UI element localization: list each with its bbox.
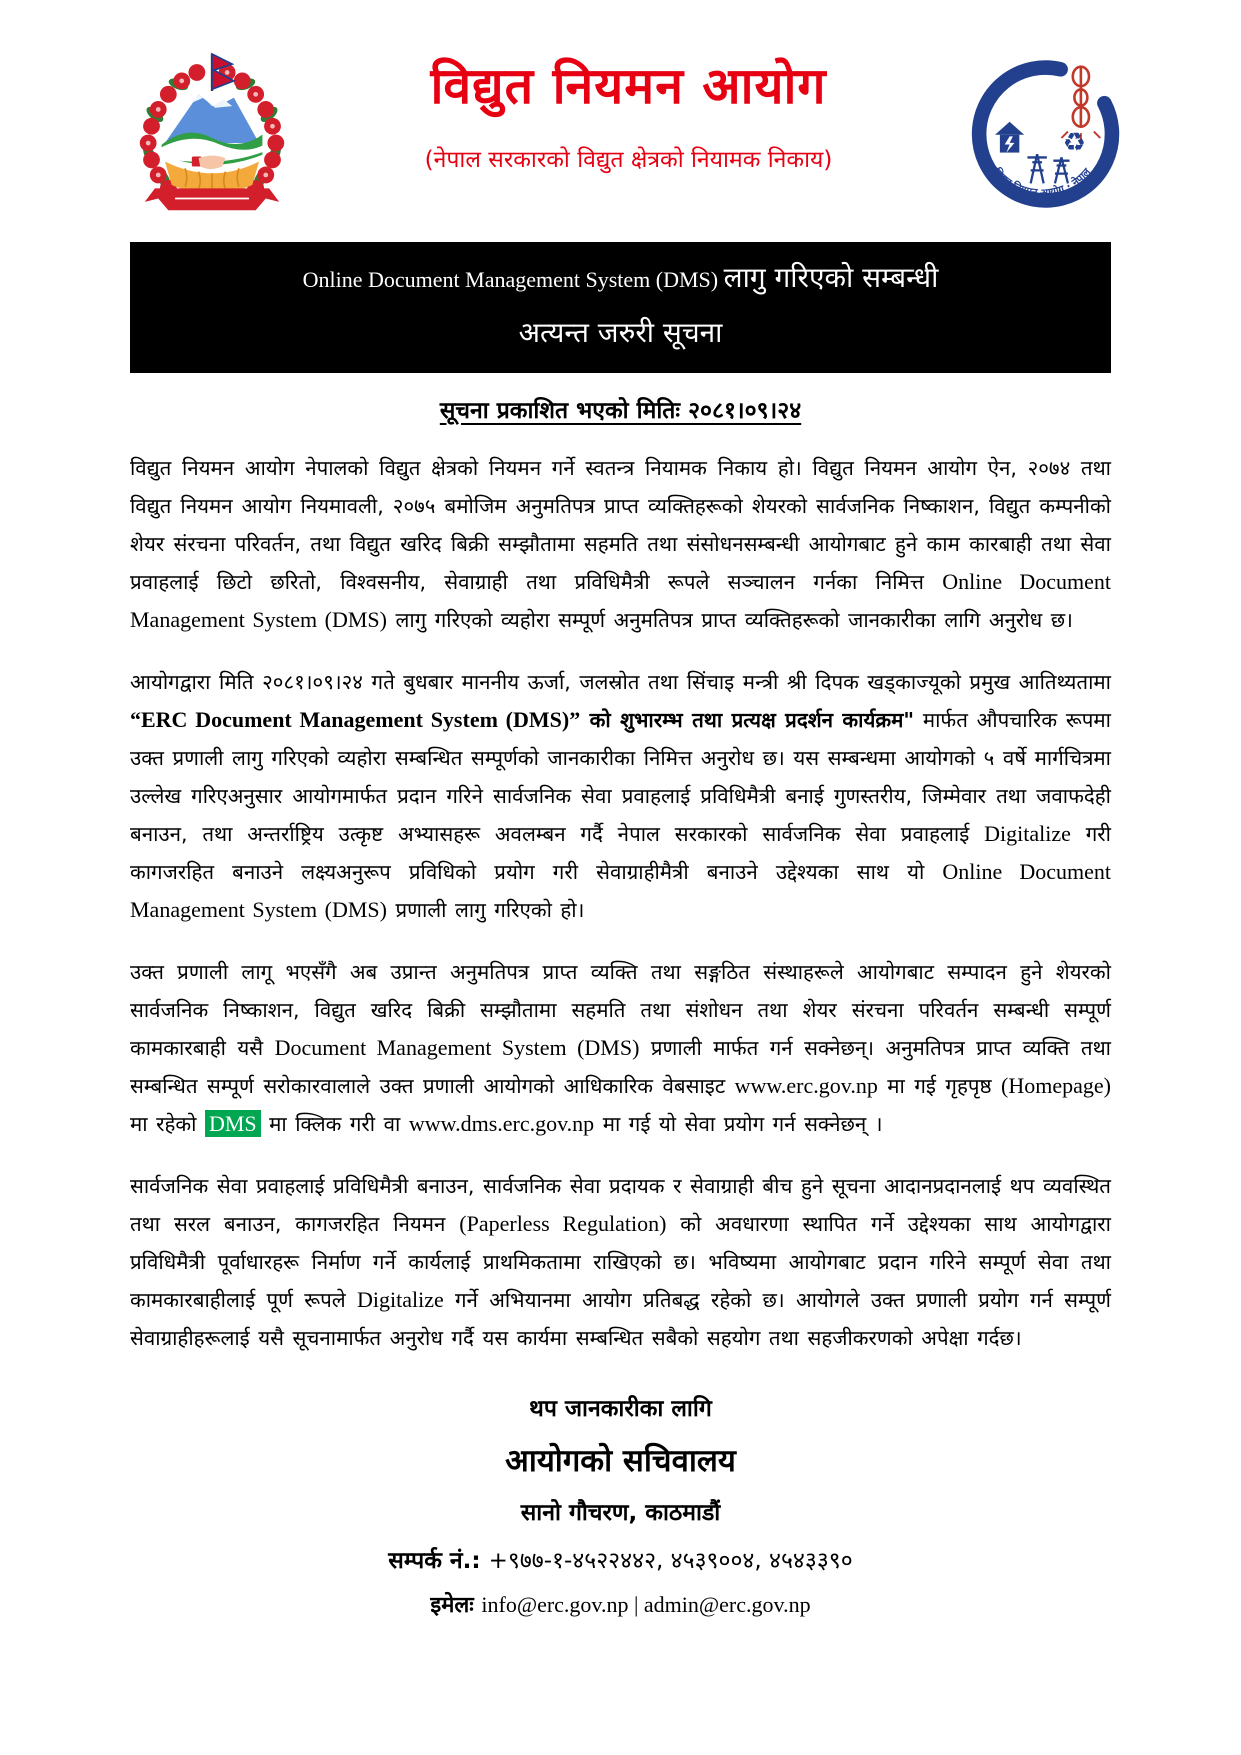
text-run: Online Document Management System (DMS) xyxy=(302,267,724,292)
footer-email xyxy=(0,1589,1241,1619)
text-run: (Homepage) xyxy=(1001,1073,1111,1099)
text-run: प्रणाली मार्फत गर्न सक्नेछन्। अनुमतिपत्र प्राप्त व्यक्ति तथा सम्बन्धित सम्पूर्ण सरोकारवालाले उक्त प्रणाली आयोगको आधिकारिक वेबसाइट xyxy=(130,1036,1111,1099)
text-run: मा गई गृहपृष्ठ xyxy=(877,1074,1002,1099)
text-run: मा क्लिक गरी वा xyxy=(260,1112,409,1137)
notice-body xyxy=(130,449,1111,1357)
erc-logo-icon xyxy=(961,48,1123,228)
paragraph-2 xyxy=(130,663,1111,929)
text-run: सम्पर्क नं.: xyxy=(388,1548,489,1575)
text-run: सार्वजनिक सेवा प्रवाहलाई प्रविधिमैत्री बनाउन, सार्वजनिक सेवा प्रदायक र सेवाग्राही बीच हुने सूचना आदानप्रदानलाई थप व्यवस्थित तथा सरल बनाउन, कागजरहित नियमन xyxy=(130,1174,1111,1237)
page-title: विद्युत नियमन आयोग xyxy=(430,57,827,115)
text-run: विद्युत नियमन आयोग नेपालको विद्युत क्षेत्रको नियमन गर्ने स्वतन्त्र नियामक निकाय हो। विद्युत नियमन आयोग ऐन, २०७४ तथा विद्युत नियमन आयोग नियमावली, २०७५ बमोजिम अनुमतिपत्र प्राप्त व्यक्तिहरूको शेयरको सार्वजनिक निष्काशन, विद्युत कम्पनीको शेयर संरचना परिवर्तन, तथा विद्युत खरिद बिक्री सम्झौतामा सहमति तथा संसोधनसम्बन्धी आयोगबाट हुने काम कारबाही तथा सेवा प्रवाहलाई छिटो छरितो, विश्वसनीय, सेवाग्राही तथा प्रविधिमैत्री रूपले सञ्चालन गर्नका निमित्त xyxy=(130,456,1111,595)
text-run: www.erc.gov.np xyxy=(734,1073,878,1099)
footer-address: सानो गौचरण, काठमाडौं xyxy=(520,1500,721,1527)
footer-more-info: थप जानकारीका लागि xyxy=(529,1396,712,1423)
text-run: मा गई यो सेवा प्रयोग गर्न सक्नेछन् । xyxy=(594,1112,883,1137)
text-run: Digitalize xyxy=(984,821,1071,847)
text-run: गर्ने अभियानमा आयोग प्रतिबद्ध रहेको छ। आयोगले उक्त प्रणाली प्रयोग गर्न सम्पूर्ण सेवाग्राहीहरूलाई यसै सूचनामार्फत अनुरोध गर्दै यस कार्यमा सम्बन्धित सबैको सहयोग तथा सहजीकरणको अपेक्षा गर्दछ। xyxy=(130,1288,1111,1351)
erc-ring-text: विद्युत नियमन आयोग · नेपाल xyxy=(990,166,1094,200)
publish-date: सूचना प्रकाशित भएको मितिः २०८१।०९।२४ xyxy=(439,398,802,425)
nepal-emblem-icon xyxy=(128,48,296,228)
text-run: गरी कागजरहित बनाउने लक्ष्यअनुरूप प्रविधिको प्रयोग गरी सेवाग्राहीमैत्री बनाउने उद्देश्यका साथ यो xyxy=(130,822,1111,885)
text-run: “ERC Document Management System (DMS)” xyxy=(130,707,581,733)
motto-ribbon xyxy=(145,188,279,210)
text-run: Online Document Management System (DMS) xyxy=(130,569,1111,633)
emblem-scene xyxy=(160,86,264,194)
text-run: को शुभारम्भ तथा प्रत्यक्ष प्रदर्शन कार्यक्रम" xyxy=(580,708,915,733)
notice-banner xyxy=(130,242,1111,373)
header-title-block xyxy=(296,48,961,174)
transmission-tower-icon xyxy=(1027,154,1069,183)
recycle-arrows-icon xyxy=(1063,128,1086,158)
text-run: www.dms.erc.gov.np xyxy=(408,1111,595,1137)
document-header xyxy=(0,0,1241,228)
paragraph-4 xyxy=(130,1167,1111,1357)
text-run: को अवधारणा स्थापित गर्ने उद्देश्यका साथ आयोगद्वारा प्रविधिमैत्री पूर्वाधारहरू निर्माण गर्ने कार्यलाई प्राथमिकतामा राखिएको छ। भविष्यमा आयोगबाट प्रदान गरिने सम्पूर्ण सेवा तथा कामकारबाहीलाई पूर्ण रूपले xyxy=(130,1212,1111,1313)
text-run: इमेलः xyxy=(430,1593,482,1619)
text-run: +९७७-१-४५२२४४२, ४५३९००४, ४५४३३९० xyxy=(488,1548,853,1575)
text-run: आयोगद्वारा मिति २०८१।०९।२४ गते बुधबार माननीय ऊर्जा, जलस्रोत तथा सिंचाइ मन्त्री श्री दिपक खड्काज्यूको प्रमुख आतिथ्यतामा xyxy=(130,670,1111,695)
text-run: मार्फत औपचारिक रूपमा उक्त प्रणाली लागु गरिएको व्यहोरा सम्बन्धित सम्पूर्णको जानकारीका निमित्त अनुरोध छ। यस सम्बन्धमा आयोगको ५ वर्षे मार्गचित्रमा उल्लेख गरिएअनुसार आयोगमार्फत प्रदान गरिने सार्वजनिक सेवा प्रवाहलाई प्रविधिमैत्री बनाई गुणस्तरीय, जिम्मेवार तथा जवाफदेही बनाउन, तथा अन्तर्राष्ट्रिय उत्कृष्ट अभ्यासहरू अवलम्बन गर्दै नेपाल सरकारको सार्वजनिक सेवा प्रवाहलाई xyxy=(130,708,1111,847)
page-subtitle: (नेपाल सरकारको विद्युत क्षेत्रको नियामक निकाय) xyxy=(424,147,833,173)
dms-link-highlight[interactable]: DMS xyxy=(205,1110,261,1137)
text-run: Document Management System (DMS) xyxy=(274,1035,640,1061)
paragraph-3 xyxy=(130,953,1111,1143)
paragraph-1 xyxy=(130,449,1111,639)
banner-title-line1 xyxy=(136,258,1105,297)
text-run: Digitalize xyxy=(356,1287,444,1313)
text-run: लागु गरिएको व्यहोरा सम्पूर्ण अनुमतिपत्र प्राप्त व्यक्तिहरूको जानकारीका लागि अनुरोध छ। xyxy=(386,608,1073,633)
text-run: मा रहेको xyxy=(130,1112,205,1137)
footer-contact xyxy=(0,1543,1241,1575)
text-run: Online Document Management System (DMS) xyxy=(130,859,1111,923)
text-run: उक्त प्रणाली लागू भएसँगै अब उप्रान्त अनुमतिपत्र प्राप्त व्यक्ति तथा सङ्गठित संस्थाहरूले आयोगबाट सम्पादन हुने शेयरको सार्वजनिक निष्काशन, विद्युत खरिद बिक्री सम्झौतामा सहमति तथा संशोधन तथा शेयर संरचना परिवर्तन सम्बन्धी सम्पूर्ण कामकारबाही यसै xyxy=(130,960,1111,1061)
notice-footer xyxy=(0,1391,1241,1619)
banner-title-line2: अत्यन्त जरुरी सूचना xyxy=(518,316,723,350)
svg-text:♻: ♻ xyxy=(1062,127,1087,158)
text-run: (Paperless Regulation) xyxy=(459,1211,667,1237)
footer-secretariat: आयोगको सचिवालय xyxy=(505,1443,736,1480)
text-run: लागु गरिएको सम्बन्धी xyxy=(723,261,939,294)
house-energy-icon xyxy=(995,122,1024,153)
text-run: प्रणाली लागु गरिएको हो। xyxy=(386,898,585,923)
text-run: info@erc.gov.np | admin@erc.gov.np xyxy=(481,1592,811,1618)
